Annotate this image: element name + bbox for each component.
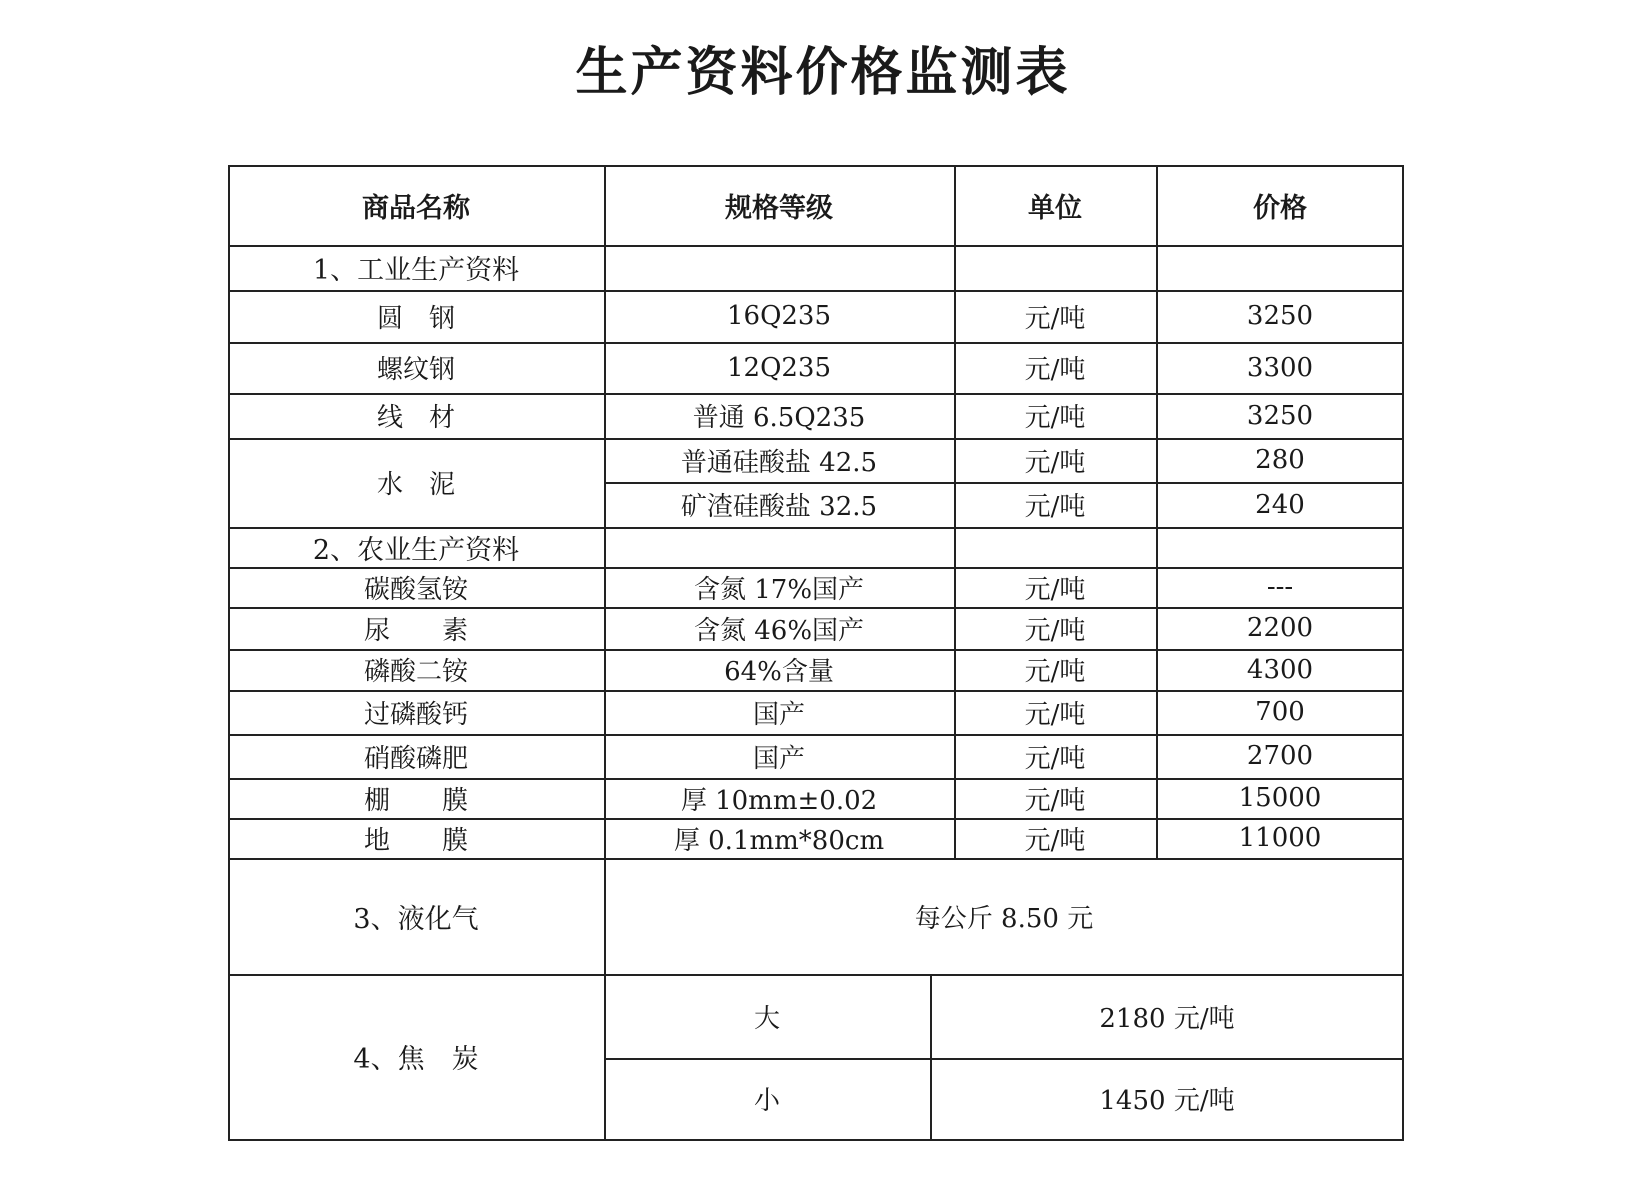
row-spec: 12Q235 [726, 352, 832, 383]
row-name-cement: 水 泥 [376, 470, 455, 500]
row-spec: 矿渣硅酸盐 32.5 [680, 492, 878, 522]
row-spec: 国产 [752, 743, 805, 774]
row-unit: 元/吨 [1024, 355, 1086, 385]
row-name: 圆 钢 [376, 303, 455, 334]
row-unit: 元/吨 [1024, 615, 1086, 646]
row-name: 螺纹钢 [376, 355, 455, 385]
row-spec: 厚 10mm±0.02 [680, 785, 878, 816]
row-name: 过磷酸钙 [363, 699, 468, 730]
row-name: 碳酸氢铵 [363, 574, 468, 605]
row-name: 棚 膜 [363, 785, 468, 816]
lpg-price: 每公斤 8.50 元 [914, 903, 1094, 934]
header-name: 商品名称 [362, 192, 470, 224]
row-price: 2200 [1246, 613, 1314, 643]
page-title: 生产资料价格监测表 [575, 43, 1071, 103]
row-name: 硝酸磷肥 [363, 743, 468, 774]
row-price: --- [1266, 572, 1294, 602]
row-price: 3300 [1246, 352, 1314, 383]
coke-price: 1450 元/吨 [1099, 1086, 1235, 1116]
section-agricultural: 2、农业生产资料 [312, 534, 520, 566]
row-spec: 64%含量 [724, 657, 834, 687]
row-price: 15000 [1238, 783, 1322, 813]
row-unit: 元/吨 [1024, 303, 1086, 334]
coke-size: 小 [753, 1086, 780, 1116]
row-spec: 厚 0.1mm*80cm [673, 825, 885, 856]
row-name: 磷酸二铵 [363, 657, 468, 687]
section-coke: 4、焦 炭 [353, 1044, 479, 1075]
row-price: 280 [1255, 445, 1305, 475]
row-divider [228, 1139, 1404, 1141]
header-price: 价格 [1253, 192, 1307, 224]
section-lpg: 3、液化气 [353, 903, 479, 935]
row-unit: 元/吨 [1024, 825, 1086, 856]
row-spec: 含氮 46%国产 [693, 615, 865, 646]
row-unit: 元/吨 [1024, 699, 1086, 730]
row-unit: 元/吨 [1024, 743, 1086, 774]
row-unit: 元/吨 [1024, 447, 1086, 478]
header-unit: 单位 [1028, 192, 1082, 224]
row-name: 线 材 [376, 403, 455, 433]
row-spec: 16Q235 [726, 301, 832, 331]
header-spec: 规格等级 [725, 192, 833, 224]
price-table [228, 165, 1404, 1141]
row-price: 240 [1255, 489, 1305, 520]
row-unit: 元/吨 [1024, 657, 1086, 687]
row-unit: 元/吨 [1024, 492, 1086, 522]
row-spec: 含氮 17%国产 [693, 574, 865, 605]
row-unit: 元/吨 [1024, 403, 1086, 433]
row-price: 3250 [1246, 301, 1314, 331]
row-name: 地 膜 [363, 825, 468, 856]
coke-size: 大 [753, 1003, 780, 1034]
row-unit: 元/吨 [1024, 574, 1086, 605]
row-price: 3250 [1246, 400, 1314, 431]
row-price: 700 [1255, 697, 1305, 727]
row-unit: 元/吨 [1024, 785, 1086, 816]
section-industrial: 1、工业生产资料 [312, 255, 520, 286]
coke-price: 2180 元/吨 [1099, 1003, 1235, 1034]
row-spec: 普通 6.5Q235 [692, 403, 866, 433]
row-name: 尿 素 [363, 615, 468, 646]
row-price: 11000 [1238, 823, 1322, 853]
row-price: 2700 [1246, 741, 1314, 771]
row-spec: 国产 [752, 699, 805, 730]
row-spec: 普通硅酸盐 42.5 [680, 447, 878, 478]
row-price: 4300 [1246, 654, 1314, 685]
